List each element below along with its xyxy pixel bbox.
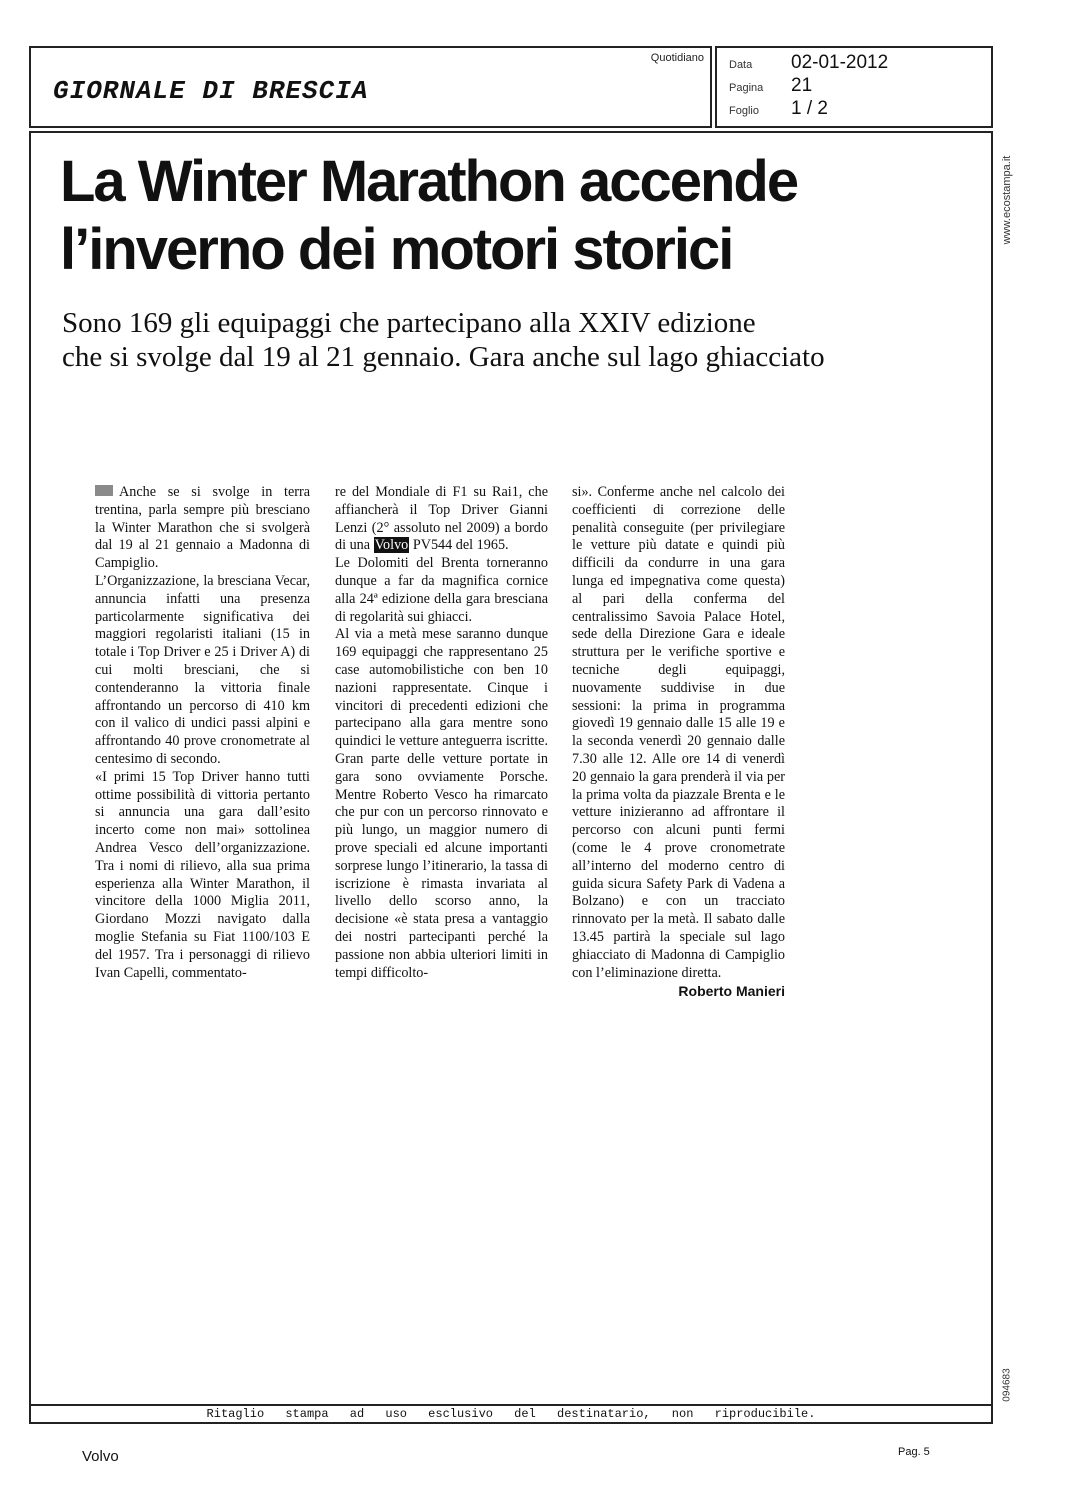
newspaper-name: GIORNALE DI BRESCIA bbox=[53, 76, 369, 106]
paragraph: «I primi 15 Top Driver hanno tutti ottime possibilità di vittoria pertanto si annuncia una gara dall’esito incerto come non mai» sottolinea Andrea Vesco dell’organizzazione. Tra i nomi di rilievo, alla sua prima esperienza alla Winter Marathon, il vincitore della 1000 Miglia 2011, Giordano Mozzi navigato dalla moglie Stefania su Fiat 1100/103 E del 1957. Tra i personaggi di rilievo Ivan Capelli, commentato- bbox=[95, 768, 310, 981]
sheet-row bbox=[729, 98, 828, 120]
subhead-line-2: che si svolge dal 19 al 21 gennaio. Gara anche sul lago ghiacciato bbox=[62, 341, 825, 373]
page-number: Pag. 5 bbox=[898, 1446, 930, 1458]
article-column-3 bbox=[572, 484, 785, 1001]
sheet-value: 1 / 2 bbox=[791, 98, 828, 119]
article-column-2 bbox=[335, 484, 548, 982]
headline-line-2: l’inverno dei motori storici bbox=[60, 217, 733, 282]
date-label: Data bbox=[729, 59, 753, 71]
metadata-box bbox=[715, 46, 993, 128]
highlighted-keyword: Volvo bbox=[374, 537, 409, 554]
paragraph: Le Dolomiti del Brenta torneranno dunque a far da magnifica cornice alla 24ª edizione della gara bresciana di regolarità sui ghiacci. bbox=[335, 555, 548, 625]
headline bbox=[60, 148, 985, 284]
subhead-line-1: Sono 169 gli equipaggi che partecipano alla XXIV edizione bbox=[62, 307, 756, 339]
subheadline bbox=[62, 306, 987, 374]
paragraph-text: re del Mondiale di F1 su Rai1, che affiancherà il Top Driver Gianni Lenzi (2° assoluto nel 2009) a bordo di una bbox=[335, 484, 548, 554]
side-url bbox=[1000, 145, 1014, 255]
article-column-1 bbox=[95, 484, 310, 982]
paragraph: L’Organizzazione, la bresciana Vecar, annuncia infatti una presenza particolarmente significativa dei maggiori regolaristi italiani (15 in totale i Top Driver e 25 i Driver A) di cui molti bresciani, che si contenderanno la vittoria finale affrontando un percorso di 410 km con il valico di undici passi alpini e affrontando 40 prove cronometrate al centesimo di secondo. bbox=[95, 572, 310, 767]
date-row bbox=[729, 52, 888, 74]
paragraph: si». Conferme anche nel calcolo dei coefficienti di correzione delle penalità conseguite (per privilegiare le vetture più datate e quindi più difficili da condurre in una gara lunga ed impegnativa come questa) al pari della conferma del centralissimo Savoia Palace Hotel, sede della Direzione Gara e ideale struttura per le verifiche sportive e tecniche degli equipaggi, nuovamente suddivise in due sessioni: la prima in programma giovedì 19 gennaio dalle 15 alle 19 e la seconda venerdì 20 gennaio dalle 7.30 alle 12. Alle ore 14 di venerdì 20 gennaio la gara prenderà il via per la prima volta da piazzale Brenta e le vetture inizieranno ad affrontare il percorso con alcuni punti fermi (come le 4 prove cronometrate all’interno del moderno centro di guida sicura Safety Park di Vadena a Bolzano) e con un tracciato rinnovato per la metà. Il sabato dalle 13.45 partirà la speciale sul lago ghiacciato di Madonna di Campiglio con l’eliminazione diretta. bbox=[572, 484, 785, 981]
footer-notice-box bbox=[29, 1404, 993, 1424]
paragraph-text: PV544 del 1965. bbox=[409, 537, 509, 554]
paragraph: Al via a metà mese saranno dunque 169 equipaggi che rappresentano 25 case automobilistiche con ben 10 nazioni rappresentate. Cinque i vincitori di precedenti edizioni che partecipano alla gara mentre sono quindici le vetture anteguerra iscritte. Gran parte delle vetture portate in gara sono ovviamente Porsche. Mentre Roberto Vesco ha rimarcato che pur con un percorso rinnovato e più lungo, un maggior numero di prove speciali ed alcune importanti sorprese lungo l’itinerario, la tassa di iscrizione è rimasta invariata al livello dello scorso anno, la decisione «è stata presa a vantaggio dei nostri partecipanti perché la passione non abbia ulteriori limiti in tempi difficolto- bbox=[335, 626, 548, 981]
date-value: 02-01-2012 bbox=[791, 52, 889, 73]
sheet-label: Foglio bbox=[729, 105, 759, 117]
page-value: 21 bbox=[791, 75, 813, 96]
author-byline: Roberto Manieri bbox=[678, 983, 785, 1000]
paragraph-text: Anche se si svolge in terra trentina, parla sempre più bresciano la Winter Marathon che si svolgerà dal 19 al 21 gennaio a Madonna di Campiglio. bbox=[95, 484, 310, 572]
paragraph bbox=[335, 484, 548, 555]
side-url-text: www.ecostampa.it bbox=[1001, 155, 1013, 245]
page-row bbox=[729, 75, 812, 97]
copyright-notice: Ritaglio stampa ad uso esclusivo del destinatario, non riproducibile. bbox=[206, 1407, 816, 1421]
paragraph-marker-icon bbox=[95, 485, 113, 496]
headline-line-1: La Winter Marathon accende bbox=[60, 149, 798, 214]
publication-type: Quotidiano bbox=[650, 52, 704, 64]
masthead-box bbox=[29, 46, 712, 128]
side-code bbox=[1000, 1365, 1014, 1405]
page-label: Pagina bbox=[729, 82, 764, 94]
paragraph bbox=[95, 484, 310, 573]
keyword-label: Volvo bbox=[82, 1448, 119, 1465]
side-code-text: 094683 bbox=[1001, 1368, 1013, 1402]
